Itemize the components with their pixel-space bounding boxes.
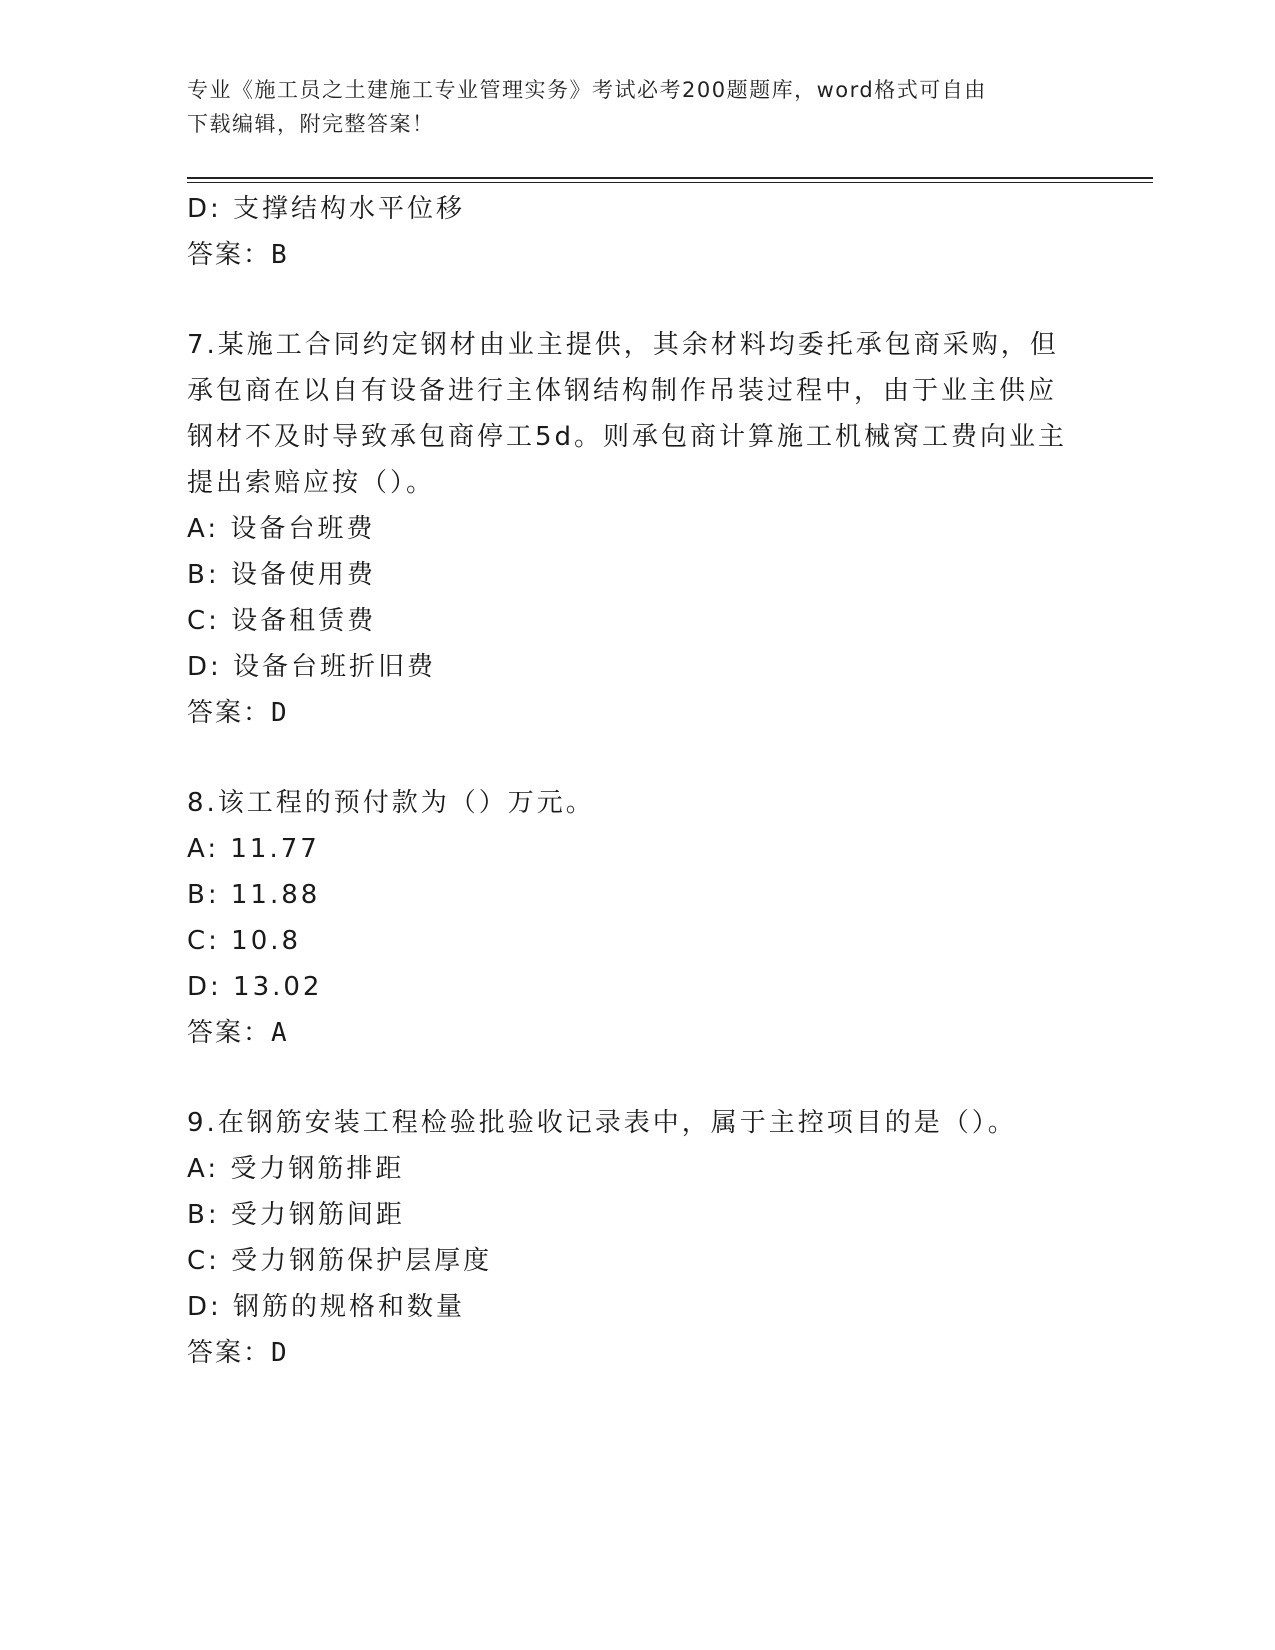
option-d: D: 支撑结构水平位移 (187, 194, 466, 224)
option-b: B: 设备使用费 (187, 560, 376, 590)
answer-label: 答案： (187, 1338, 272, 1368)
option-c: C: 10.8 (187, 926, 302, 956)
document-body (187, 186, 1087, 1376)
question-text-line: 钢材不及时导致承包商停工5d。则承包商计算施工机械窝工费向业主 (187, 422, 1068, 452)
header-divider-thin (187, 182, 1153, 183)
document-header (187, 73, 1087, 141)
answer-label: 答案： (187, 1018, 272, 1048)
option-a: A: 设备台班费 (187, 514, 376, 544)
header-line-2: 下载编辑，附完整答案！ (187, 112, 435, 136)
spacer (187, 1056, 1087, 1100)
question-text (187, 780, 1087, 826)
answer-value: D (271, 1338, 290, 1368)
option-d: D: 钢筋的规格和数量 (187, 1292, 466, 1322)
question-text (187, 1100, 1087, 1146)
option-d: D: 13.02 (187, 972, 323, 1002)
question-6-continuation (187, 186, 1087, 278)
option-b: B: 受力钢筋间距 (187, 1200, 405, 1230)
header-line-1: 专业《施工员之土建施工专业管理实务》考试必考200题题库，word格式可自由 (187, 78, 987, 102)
header-divider-thick (187, 177, 1153, 179)
answer-line (187, 690, 1087, 736)
answer-value: B (271, 240, 290, 270)
option-c: C: 设备租赁费 (187, 606, 377, 636)
answer-line (187, 1010, 1087, 1056)
answer-line (187, 232, 1087, 278)
question-7 (187, 322, 1087, 736)
question-8 (187, 780, 1087, 1056)
spacer (187, 278, 1087, 322)
option-d: D: 设备台班折旧费 (187, 652, 437, 682)
option-a: A: 受力钢筋排距 (187, 1154, 405, 1184)
question-text-line: 承包商在以自有设备进行主体钢结构制作吊装过程中，由于业主供应 (187, 376, 1058, 406)
option-a: A: 11.77 (187, 834, 320, 864)
answer-line (187, 1330, 1087, 1376)
answer-label: 答案： (187, 698, 272, 728)
question-text-line: 8.该工程的预付款为（）万元。 (187, 788, 595, 818)
option-b: B: 11.88 (187, 880, 321, 910)
question-text-line: 9.在钢筋安装工程检验批验收记录表中，属于主控项目的是（）。 (187, 1108, 1017, 1138)
question-text (187, 322, 1087, 506)
answer-value: A (271, 1018, 290, 1048)
option-c: C: 受力钢筋保护层厚度 (187, 1246, 493, 1276)
answer-value: D (271, 698, 290, 728)
spacer (187, 736, 1087, 780)
answer-label: 答案： (187, 240, 272, 270)
question-9 (187, 1100, 1087, 1376)
question-text-line: 提出索赔应按（）。 (187, 468, 436, 498)
question-text-line: 7.某施工合同约定钢材由业主提供，其余材料均委托承包商采购，但 (187, 330, 1059, 360)
